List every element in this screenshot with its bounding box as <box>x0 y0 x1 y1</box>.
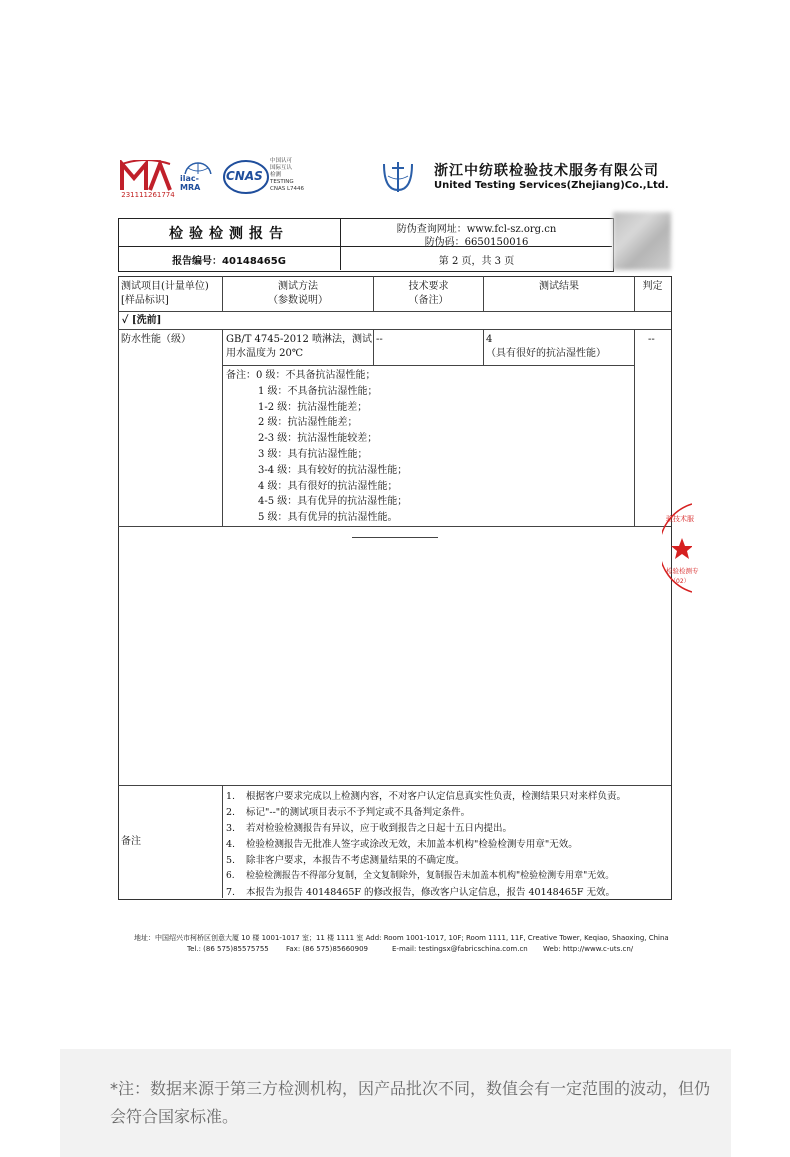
row-method-line: 用水温度为 20℃ <box>226 348 304 359</box>
row-method-line: GB/T 4745-2012 喷淋法，测试 <box>226 334 373 345</box>
cnas-logo <box>222 158 270 196</box>
remark-number: 1. <box>226 791 236 802</box>
header-item-line: 测试项目(计量单位) <box>121 281 209 292</box>
remark-item <box>226 820 512 834</box>
remark-number: 2. <box>226 807 236 818</box>
cnas-text-line: TESTING <box>270 179 294 185</box>
grade-note: 备注：0 级：不具备抗沾湿性能； <box>226 370 376 381</box>
row-method <box>226 333 372 361</box>
ilac-mra-logo <box>178 160 218 196</box>
footer-fax: Fax: (86 575)85660909 <box>286 945 368 953</box>
header-method <box>223 280 373 308</box>
remark-item <box>226 836 578 850</box>
remark-number: 6. <box>226 871 235 881</box>
remark-item <box>226 852 465 866</box>
page-indicator: 第 2 页，共 3 页 <box>438 256 515 267</box>
footer-tel: Tel.: (86 575)85575755 <box>187 945 269 953</box>
divider <box>483 329 484 365</box>
report-title: 检验检测报告 <box>169 226 289 242</box>
remark-number: 3. <box>226 823 236 834</box>
remark-item <box>226 788 626 802</box>
divider <box>118 311 671 312</box>
verification-url: 防伪查询网址：www.fcl-sz.org.cn <box>396 224 557 235</box>
grade-note: 3 级：具有抗沾湿性能； <box>258 448 368 460</box>
row-judgement: -- <box>648 334 655 345</box>
divider <box>373 329 374 365</box>
company-name-cn: 浙江中纺联检验技术服务有限公司 <box>434 163 659 179</box>
stamp-text-bottom: 检验检测专 <box>666 567 699 575</box>
footer-address: 地址：中国绍兴市柯桥区创意大厦 10 楼 1001-1017 室；11 楼 1111 室 Add: Room 1001-1017, 10F; Room 1111, 11F, Creative Tower, Keqiao, Shaoxing, China <box>134 934 669 942</box>
cnas-accreditation-text <box>270 158 310 193</box>
remark-number: 5. <box>226 855 236 866</box>
grade-note: 1 级：不具备抗沾湿性能； <box>258 385 378 397</box>
remark-number: 7. <box>226 887 236 898</box>
divider <box>222 329 223 526</box>
row-result-description: （具有很好的抗沾湿性能） <box>486 348 606 359</box>
remark-number: 4. <box>226 839 236 850</box>
disclaimer-text: *注：数据来源于第三方检测机构，因产品批次不同，数值会有一定范围的波动，但仍会符合国家标准。 <box>110 1079 711 1126</box>
remark-text: 标记"--"的测试项目表示不予判定或不具备判定条件。 <box>246 807 471 818</box>
divider <box>222 365 634 366</box>
header-judgement: 判定 <box>642 281 663 292</box>
grade-note: 4 级：具有很好的抗沾湿性能； <box>258 480 398 492</box>
end-of-content-line <box>352 537 438 538</box>
remark-text: 本报告为报告 40148465F 的修改报告，修改客户认定信息，报告 40148465F 无效。 <box>246 887 615 898</box>
anti-counterfeit-code: 防伪码：6650150016 <box>424 237 529 248</box>
remark-item <box>226 868 614 881</box>
cnas-text-line: 国际互认 <box>270 165 293 171</box>
header-requirement <box>374 280 483 308</box>
grade-note: 2-3 级：抗沾湿性能较差； <box>258 433 378 445</box>
footer-email: E-mail: testingsx@fabricschina.com.cn <box>392 945 528 953</box>
row-result <box>486 333 633 361</box>
cnas-text-line: CNAS L7446 <box>270 186 305 192</box>
grade-note: 1-2 级：抗沾湿性能差； <box>258 401 368 413</box>
divider <box>222 785 223 898</box>
grade-note: 2 级：抗沾湿性能差； <box>258 417 358 429</box>
grade-note: 5 级：具有优异的抗沾湿性能。 <box>258 512 398 524</box>
company-name-en: United Testing Services(Zhejiang)Co.,Ltd. <box>434 180 669 191</box>
official-seal-stamp <box>662 500 699 596</box>
stamp-text-top: 验技术服 <box>666 515 694 523</box>
header-item-line: [样品标识] <box>121 295 169 306</box>
cnas-text-line: 检测 <box>270 172 282 178</box>
header-item <box>121 280 221 308</box>
footer-web: Web: http://www.c-uts.cn/ <box>543 945 634 953</box>
divider <box>118 329 671 330</box>
remark-text: 若对检验检测报告有异议，应于收到报告之日起十五日内提出。 <box>246 823 513 834</box>
remarks-label: 备注 <box>121 836 141 847</box>
ilac-label: ilac-MRA <box>180 174 218 192</box>
report-number: 报告编号：40148465G <box>172 256 286 267</box>
cma-number: 231111261774 <box>121 191 175 199</box>
remark-text: 根据客户要求完成以上检测内容，不对客户认定信息真实性负责，检测结果只对来样负责。 <box>246 791 627 802</box>
header-method-line: （参数说明） <box>268 295 328 306</box>
cnas-text-line: 中国认可 <box>270 158 293 164</box>
grade-note: 3-4 级：具有较好的抗沾湿性能； <box>258 464 408 476</box>
header-method-line: 测试方法 <box>278 281 318 292</box>
row-requirement: -- <box>376 334 383 345</box>
grade-notes <box>226 368 407 526</box>
row-item: 防水性能（级） <box>121 334 191 345</box>
remark-item <box>226 884 615 898</box>
remark-text: 检验检测报告无批准人签字或涂改无效，未加盖本机构"检验检测专用章"无效。 <box>246 839 578 850</box>
uts-logo <box>380 160 416 194</box>
remark-text: 检验检测报告不得部分复制，全文复制除外，复制报告未加盖本机构"检验检测专用章"无效。 <box>246 871 615 881</box>
row-result-value: 4 <box>486 334 493 345</box>
section-label: ✓ [洗前] <box>122 315 162 326</box>
blurred-qr-code <box>613 212 671 270</box>
remark-text: 除非客户要求，本报告不考虑测量结果的不确定度。 <box>246 855 465 866</box>
cnas-label: CNAS <box>226 169 263 183</box>
remark-item <box>226 804 470 818</box>
divider <box>118 526 671 527</box>
header-requirement-line: （备注） <box>408 295 449 306</box>
grade-note: 4-5 级：具有优异的抗沾湿性能； <box>258 496 408 508</box>
header-result: 测试结果 <box>539 281 579 292</box>
divider <box>634 329 635 526</box>
stamp-code: （02） <box>670 578 690 585</box>
header-requirement-line: 技术要求 <box>408 281 449 292</box>
divider <box>118 785 671 786</box>
